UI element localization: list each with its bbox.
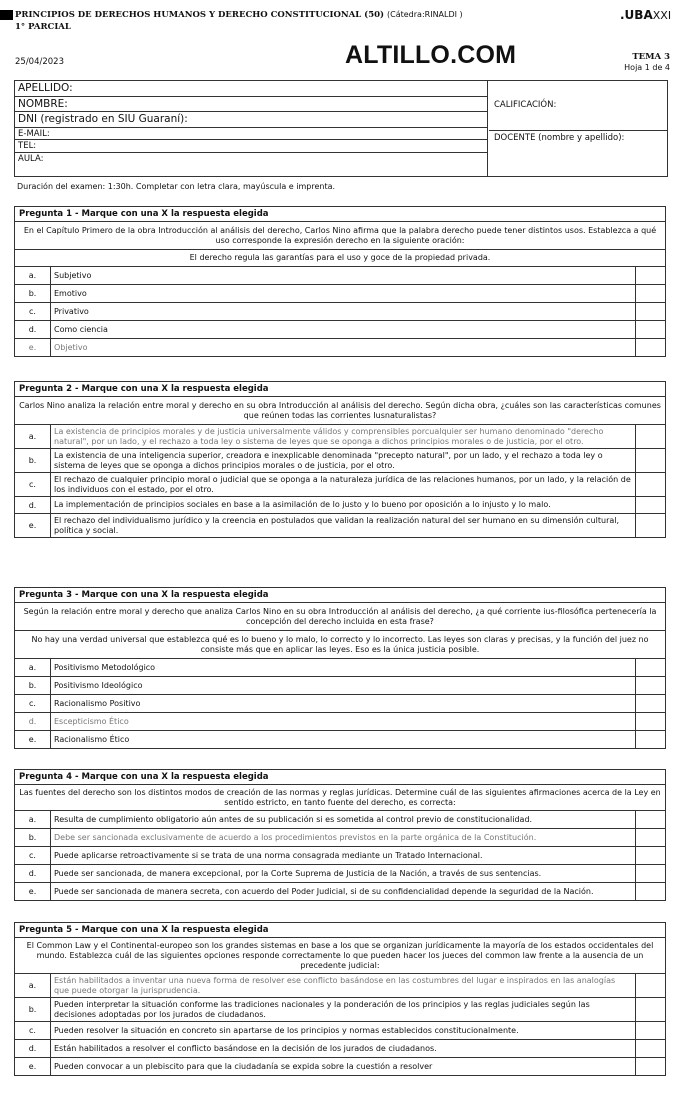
answer-box[interactable]	[635, 998, 665, 1022]
option-text: Puede ser sancionada, de manera excepcional, por la Corte Suprema de Justicia de la Nación, a través de sus sentencias.	[51, 865, 636, 883]
answer-box[interactable]	[635, 267, 665, 285]
option-letter: a.	[15, 659, 51, 677]
nombre-field[interactable]: NOMBRE:	[15, 97, 487, 113]
option-row	[15, 449, 666, 473]
answer-box[interactable]	[635, 829, 665, 847]
option-row	[15, 497, 666, 514]
option-row	[15, 974, 666, 998]
answer-box[interactable]	[635, 1040, 665, 1058]
answer-box[interactable]	[635, 514, 665, 538]
option-text: Pueden convocar a un plebiscito para que la ciudadanía se expida sobre la cuestión a resolver	[51, 1058, 636, 1076]
option-row	[15, 829, 666, 847]
answer-box[interactable]	[635, 974, 665, 998]
exam-name: 1° PARCIAL	[15, 22, 71, 32]
option-letter: c.	[15, 847, 51, 865]
option-row	[15, 695, 666, 713]
question-prompt: El Common Law y el Continental-europeo son los grandes sistemas en base a los que se organizan jurídicamente la mayoría de los estados occidentales del mundo. Establezca cuál de las siguientes opciones responde correctamente lo que pueden hacer los jueces del common law frente a la ausencia de un precedente judicial:	[15, 938, 666, 974]
question-prompt: En el Capítulo Primero de la obra Introducción al análisis del derecho, Carlos Nino afirma que la palabra derecho puede tener distintos usos. Establezca a qué uso corresponde la expresión derecho en la siguiente oración:	[15, 222, 666, 250]
answer-box[interactable]	[635, 847, 665, 865]
answer-box[interactable]	[635, 339, 665, 357]
option-text: Están habilitados a resolver el conflicto basándose en la decisión de los jurados de ciudadanos.	[51, 1040, 636, 1058]
option-text: La existencia de una inteligencia superior, creadora e inexplicable denominada "precepto natural", por un lado, y el rechazo a toda ley o sistema de leyes que se oponga a dichos principios morales o de justicia, por el otro.	[51, 449, 636, 473]
option-letter: e.	[15, 731, 51, 749]
answer-box[interactable]	[635, 425, 665, 449]
tema-label: TEMA 3	[632, 52, 670, 62]
option-row	[15, 1058, 666, 1076]
course-title: PRINCIPIOS DE DERECHOS HUMANOS Y DERECHO CONSTITUCIONAL (50) (Cátedra:RINALDI )	[15, 10, 463, 20]
option-row	[15, 1022, 666, 1040]
answer-box[interactable]	[635, 811, 665, 829]
option-row	[15, 303, 666, 321]
answer-box[interactable]	[635, 473, 665, 497]
option-letter: c.	[15, 303, 51, 321]
option-text: Puede aplicarse retroactivamente si se trata de una norma consagrada mediante un Tratado Internacional.	[51, 847, 636, 865]
option-letter: a.	[15, 267, 51, 285]
option-letter: b.	[15, 829, 51, 847]
exam-instructions: Duración del examen: 1:30h. Completar con letra clara, mayúscula e imprenta.	[17, 182, 336, 191]
option-text: La implementación de principios sociales en base a la asimilación de lo justo y lo bueno por oposición a lo injusto y lo malo.	[51, 497, 636, 514]
option-row	[15, 998, 666, 1022]
option-letter: d.	[15, 497, 51, 514]
option-letter: e.	[15, 514, 51, 538]
option-row	[15, 677, 666, 695]
option-row	[15, 659, 666, 677]
answer-box[interactable]	[635, 713, 665, 731]
option-text: La existencia de principios morales y de justicia universalmente válidos y comprensibles porcualquier ser humano denominado "derecho natural", por un lado, y el rechazo a toda ley o sistema de leyes que se oponga a dichos principios morales o de justicia, por el otro.	[51, 425, 636, 449]
option-text: Emotivo	[51, 285, 636, 303]
option-letter: e.	[15, 1058, 51, 1076]
calificacion-field: CALIFICACIÓN:	[489, 81, 667, 131]
option-text: Pueden resolver la situación en concreto sin apartarse de los principios y normas establecidos constitucionalmente.	[51, 1022, 636, 1040]
option-text: El rechazo de cualquier principio moral o judicial que se oponga a la naturaleza jurídica de las relaciones humanos, por un lado, y la relación de los individuos con el estado, por el otro.	[51, 473, 636, 497]
question-title: Pregunta 2 - Marque con una X la respuesta elegida	[15, 382, 666, 397]
answer-box[interactable]	[635, 659, 665, 677]
option-text: Pueden interpretar la situación conforme las tradiciones nacionales y la ponderación de los principios y las reglas judiciales según las decisiones adoptadas por los jurados de ciudadanos.	[51, 998, 636, 1022]
exam-date: 25/04/2023	[15, 57, 64, 67]
option-row	[15, 883, 666, 901]
option-text: Racionalismo Ético	[51, 731, 636, 749]
docente-field[interactable]: DOCENTE (nombre y apellido):	[494, 133, 625, 143]
option-letter: b.	[15, 449, 51, 473]
option-text: Positivismo Metodológico	[51, 659, 636, 677]
question-2	[14, 381, 666, 538]
aula-field[interactable]: AULA:	[18, 153, 44, 164]
option-letter: d.	[15, 713, 51, 731]
answer-box[interactable]	[635, 1058, 665, 1076]
option-text: Subjetivo	[51, 267, 636, 285]
apellido-field[interactable]: APELLIDO:	[15, 81, 487, 97]
answer-box[interactable]	[635, 449, 665, 473]
option-row	[15, 285, 666, 303]
option-row	[15, 1040, 666, 1058]
option-row	[15, 321, 666, 339]
option-row	[15, 811, 666, 829]
question-3	[14, 587, 666, 749]
answer-box[interactable]	[635, 677, 665, 695]
altillo-logo: ALTILLO.COM	[345, 41, 517, 69]
question-quote: No hay una verdad universal que establezca qué es lo bueno y lo malo, lo correcto y lo incorrecto. Las leyes son claras y precisas, y la función del juez no consiste más que en aplicar las leyes. Eso es la única justicia posible.	[15, 631, 666, 659]
option-row	[15, 847, 666, 865]
option-text: Resulta de cumplimiento obligatorio aún antes de su publicación si es sometida al control previo de constitucionalidad.	[51, 811, 636, 829]
answer-box[interactable]	[635, 285, 665, 303]
option-row	[15, 473, 666, 497]
question-title: Pregunta 1 - Marque con una X la respuesta elegida	[15, 207, 666, 222]
header-black-mark	[0, 10, 13, 20]
question-title: Pregunta 5 - Marque con una X la respuesta elegida	[15, 923, 666, 938]
option-letter: e.	[15, 339, 51, 357]
student-id-box	[14, 80, 668, 177]
option-text: Escepticismo Ético	[51, 713, 636, 731]
option-row	[15, 514, 666, 538]
option-letter: d.	[15, 1040, 51, 1058]
page-number: Hoja 1 de 4	[624, 63, 670, 72]
question-1	[14, 206, 666, 357]
option-row	[15, 267, 666, 285]
option-letter: c.	[15, 473, 51, 497]
option-text: Debe ser sancionada exclusivamente de acuerdo a los procedimientos previstos en la parte orgánica de la Constitución.	[51, 829, 636, 847]
question-5	[14, 922, 666, 1076]
option-row	[15, 425, 666, 449]
tel-field[interactable]: TEL:	[15, 140, 487, 153]
uba-logo: .UBAXXI	[620, 8, 672, 22]
option-row	[15, 713, 666, 731]
option-letter: a.	[15, 425, 51, 449]
answer-box[interactable]	[635, 731, 665, 749]
question-quote: El derecho regula las garantías para el uso y goce de la propiedad privada.	[15, 250, 666, 267]
option-letter: d.	[15, 865, 51, 883]
option-text: Privativo	[51, 303, 636, 321]
student-fields	[15, 81, 488, 176]
option-text: Objetivo	[51, 339, 636, 357]
option-letter: b.	[15, 677, 51, 695]
option-letter: b.	[15, 998, 51, 1022]
answer-box[interactable]	[635, 303, 665, 321]
option-letter: e.	[15, 883, 51, 901]
option-text: Como ciencia	[51, 321, 636, 339]
option-letter: a.	[15, 811, 51, 829]
option-text: Positivismo Ideológico	[51, 677, 636, 695]
question-prompt: Según la relación entre moral y derecho que analiza Carlos Nino en su obra Introducción al análisis del derecho, ¿a qué corriente ius-filosófica pertenecería la concepción del derecho incluida en esta frase?	[15, 603, 666, 631]
email-field[interactable]: E-MAIL:	[15, 128, 487, 141]
dni-field[interactable]: DNI (registrado en SIU Guaraní):	[15, 112, 487, 128]
option-text: Puede ser sancionada de manera secreta, con acuerdo del Poder Judicial, si de su confidencialidad depende la seguridad de la Nación.	[51, 883, 636, 901]
option-text: El rechazo del individualismo jurídico y la creencia en postulados que validan la realización natural del ser humano en su dimensión cultural, política y social.	[51, 514, 636, 538]
option-row	[15, 339, 666, 357]
question-4	[14, 769, 666, 901]
option-letter: d.	[15, 321, 51, 339]
question-title: Pregunta 3 - Marque con una X la respuesta elegida	[15, 588, 666, 603]
option-letter: b.	[15, 285, 51, 303]
question-prompt: Carlos Nino analiza la relación entre moral y derecho en su obra Introducción al análisis del derecho. Según dicha obra, ¿cuáles son las características comunes que reúnen todas las corrientes Iusnaturalistas?	[15, 397, 666, 425]
option-letter: c.	[15, 695, 51, 713]
answer-box[interactable]	[635, 695, 665, 713]
question-prompt: Las fuentes del derecho son los distintos modos de creación de las normas y reglas jurídicas. Determine cuál de las siguientes afirmaciones acerca de la Ley en sentido estricto, en tanto fuente del derecho, es correcta:	[15, 785, 666, 811]
answer-box[interactable]	[635, 865, 665, 883]
option-text: Racionalismo Positivo	[51, 695, 636, 713]
answer-box[interactable]	[635, 1022, 665, 1040]
option-row	[15, 731, 666, 749]
option-letter: c.	[15, 1022, 51, 1040]
option-row	[15, 865, 666, 883]
answer-box[interactable]	[635, 321, 665, 339]
option-letter: a.	[15, 974, 51, 998]
answer-box[interactable]	[635, 883, 665, 901]
answer-box[interactable]	[635, 497, 665, 514]
option-text: Están habilitados a inventar una nueva forma de resolver ese conflicto basándose en las costumbres del lugar e inspirados en las analogías que puede otorgar la jurisprudencia.	[51, 974, 636, 998]
question-title: Pregunta 4 - Marque con una X la respuesta elegida	[15, 770, 666, 785]
